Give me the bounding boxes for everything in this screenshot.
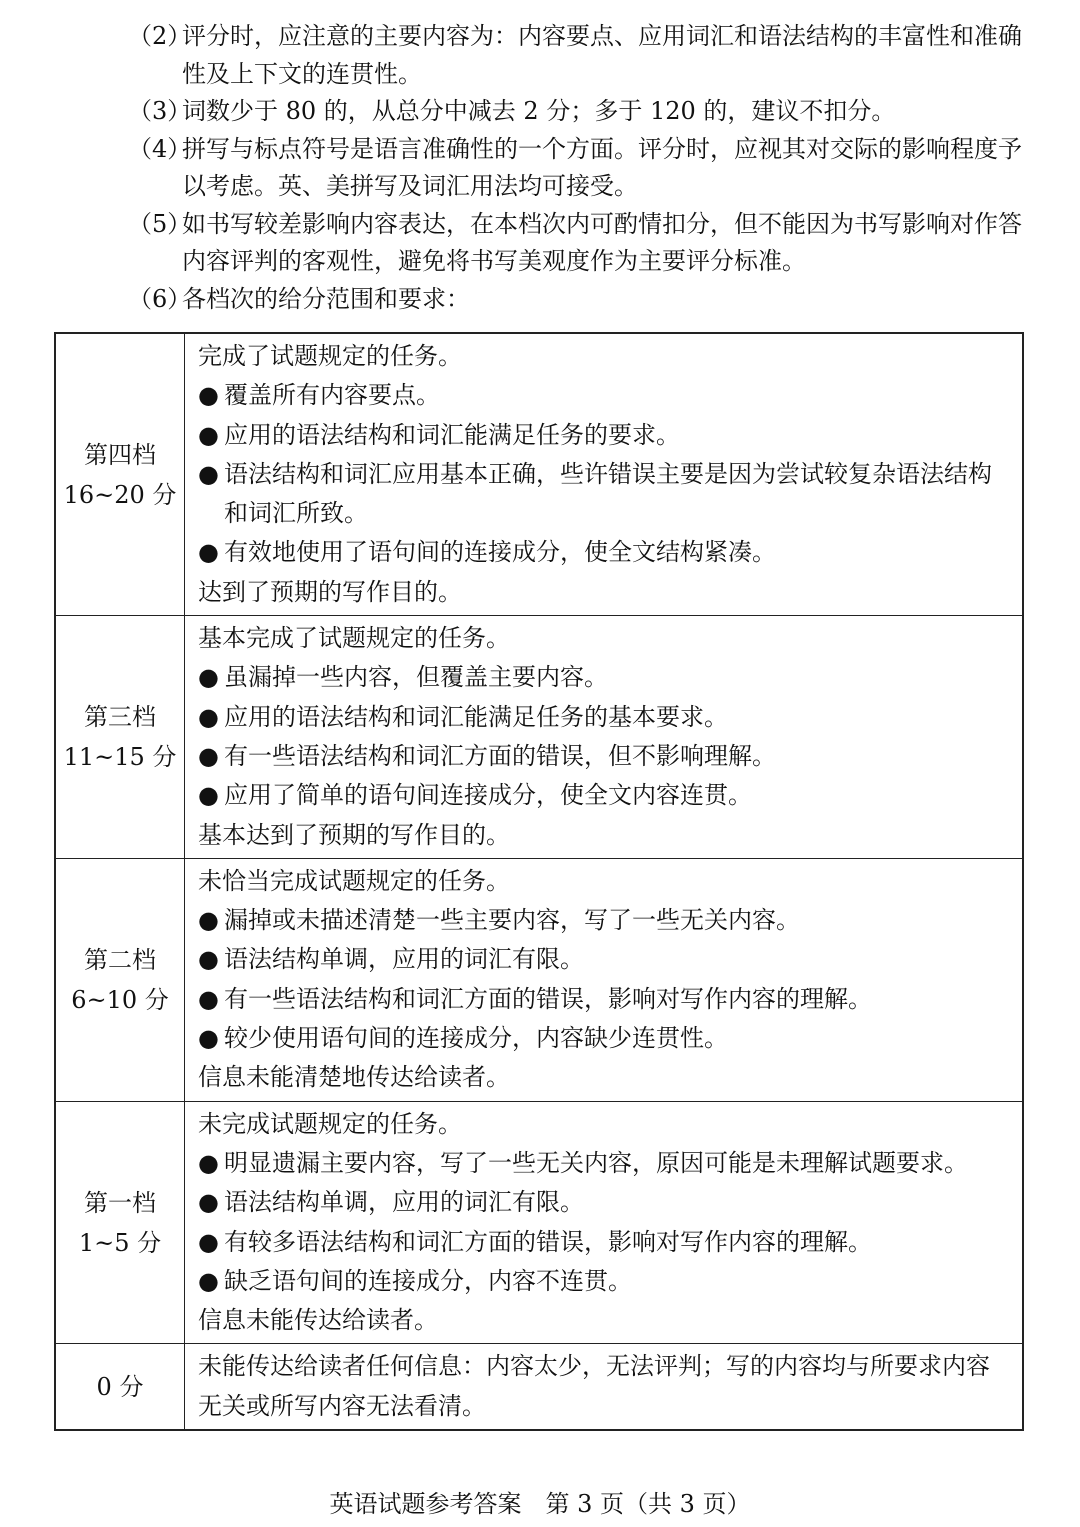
bullet-icon: ● xyxy=(198,702,219,731)
bullet-icon: ● xyxy=(198,459,219,488)
level-score: 1~5 分 xyxy=(78,1228,162,1257)
bullet-icon: ● xyxy=(198,1266,219,1295)
criterion-item: ● 明显遗漏主要内容，写了一些无关内容，原因可能是未理解试题要求。 xyxy=(198,1144,1010,1183)
criterion-item: ● 有一些语法结构和词汇方面的错误，影响对写作内容的理解。 xyxy=(198,980,1010,1019)
criterion-item: ● 缺乏语句间的连接成分，内容不连贯。 xyxy=(198,1262,1010,1301)
description-cell xyxy=(185,616,1024,859)
note-4 xyxy=(128,131,1032,206)
level-summary: 未能传达给读者任何信息：内容太少，无法评判；写的内容均与所要求内容无关或所写内容无法看清。 xyxy=(198,1352,990,1420)
level-cell xyxy=(55,858,185,1101)
bullet-icon: ● xyxy=(198,945,219,974)
rubric-row-level-0 xyxy=(55,1344,1023,1430)
note-text: 如书写较差影响内容表达，在本档次内可酌情扣分，但不能因为书写影响对作答内容评判的客观性，避免将书写美观度作为主要评分标准。 xyxy=(182,209,1022,275)
bullet-icon: ● xyxy=(198,663,219,692)
level-cell xyxy=(55,616,185,859)
criterion-item: ● 虽漏掉一些内容，但覆盖主要内容。 xyxy=(198,658,1010,697)
criterion-item: ● 较少使用语句间的连接成分，内容缺少连贯性。 xyxy=(198,1019,1010,1058)
criterion-item: ● 应用了简单的语句间连接成分，使全文内容连贯。 xyxy=(198,776,1010,815)
level-summary: 完成了试题规定的任务。 xyxy=(198,342,462,370)
note-number: （5） xyxy=(128,209,192,238)
bullet-icon: ● xyxy=(198,381,219,410)
criterion-item: ● 覆盖所有内容要点。 xyxy=(198,376,1010,415)
level-score: 0 分 xyxy=(96,1372,144,1401)
bullet-icon: ● xyxy=(198,984,219,1013)
note-number: （3） xyxy=(128,97,192,125)
level-summary: 未恰当完成试题规定的任务。 xyxy=(198,866,510,895)
bullet-icon: ● xyxy=(198,781,219,810)
bullet-icon: ● xyxy=(198,420,219,449)
level-conclusion: 基本达到了预期的写作目的。 xyxy=(198,820,510,849)
criterion-item: ● 有一些语法结构和词汇方面的错误，但不影响理解。 xyxy=(198,737,1010,776)
note-number: （2） xyxy=(128,22,192,50)
grading-rubric-table xyxy=(54,332,1024,1431)
bullet-icon: ● xyxy=(198,906,219,935)
criterion-item: ● 应用的语法结构和词汇能满足任务的基本要求。 xyxy=(198,698,1010,737)
note-2 xyxy=(128,18,1032,93)
criterion-item: ● 有效地使用了语句间的连接成分，使全文结构紧凑。 xyxy=(198,533,1010,572)
level-cell xyxy=(55,1344,185,1430)
bullet-icon: ● xyxy=(198,1188,219,1217)
note-text: 拼写与标点符号是语言准确性的一个方面。评分时，应视其对交际的影响程度予以考虑。英、美拼写及词汇用法均可接受。 xyxy=(182,134,1022,200)
note-6 xyxy=(128,281,1032,319)
level-score: 11~15 分 xyxy=(63,742,177,771)
criterion-item: ● 语法结构和词汇应用基本正确，些许错误主要是因为尝试较复杂语法结构和词汇所致。 xyxy=(198,455,1010,534)
description-cell xyxy=(185,333,1024,616)
rubric-row-level-1 xyxy=(55,1101,1023,1344)
page-footer: 英语试题参考答案 第 3 页（共 3 页） xyxy=(329,1490,751,1518)
note-text: 各档次的给分范围和要求： xyxy=(182,284,470,313)
level-conclusion: 信息未能传达给读者。 xyxy=(198,1306,438,1335)
rubric-row-level-2 xyxy=(55,858,1023,1101)
rubric-row-level-4 xyxy=(55,333,1023,616)
level-name: 第三档 xyxy=(84,702,156,731)
level-summary: 基本完成了试题规定的任务。 xyxy=(198,624,510,653)
criterion-item: ● 有较多语法结构和词汇方面的错误，影响对写作内容的理解。 xyxy=(198,1223,1010,1262)
description-cell xyxy=(185,1344,1024,1430)
note-number: （4） xyxy=(128,134,192,163)
criterion-item: ● 语法结构单调，应用的词汇有限。 xyxy=(198,940,1010,979)
note-text: 词数少于 80 的，从总分中减去 2 分；多于 120 的，建议不扣分。 xyxy=(182,97,896,125)
note-5 xyxy=(128,206,1032,281)
bullet-icon: ● xyxy=(198,741,219,770)
level-conclusion: 达到了预期的写作目的。 xyxy=(198,577,462,606)
criterion-item: ● 应用的语法结构和词汇能满足任务的要求。 xyxy=(198,416,1010,455)
description-cell xyxy=(185,858,1024,1101)
level-score: 16~20 分 xyxy=(63,480,177,509)
criterion-item: ● 语法结构单调，应用的词汇有限。 xyxy=(198,1183,1010,1222)
scoring-notes xyxy=(0,18,1080,318)
level-name: 第二档 xyxy=(84,945,156,974)
level-cell xyxy=(55,1101,185,1344)
level-score: 6~10 分 xyxy=(71,985,169,1014)
description-cell xyxy=(185,1101,1024,1344)
level-name: 第四档 xyxy=(84,440,156,469)
note-3 xyxy=(128,93,1032,131)
level-summary: 未完成试题规定的任务。 xyxy=(198,1109,462,1138)
rubric-row-level-3 xyxy=(55,616,1023,859)
level-name: 第一档 xyxy=(84,1188,156,1217)
level-cell xyxy=(55,333,185,616)
bullet-icon: ● xyxy=(198,538,219,567)
note-number: （6） xyxy=(128,284,192,313)
note-text: 评分时，应注意的主要内容为：内容要点、应用词汇和语法结构的丰富性和准确性及上下文的连贯性。 xyxy=(182,22,1022,88)
bullet-icon: ● xyxy=(198,1227,219,1256)
criterion-item: ● 漏掉或未描述清楚一些主要内容，写了一些无关内容。 xyxy=(198,901,1010,940)
level-conclusion: 信息未能清楚地传达给读者。 xyxy=(198,1063,510,1092)
bullet-icon: ● xyxy=(198,1024,219,1053)
bullet-icon: ● xyxy=(198,1148,219,1177)
